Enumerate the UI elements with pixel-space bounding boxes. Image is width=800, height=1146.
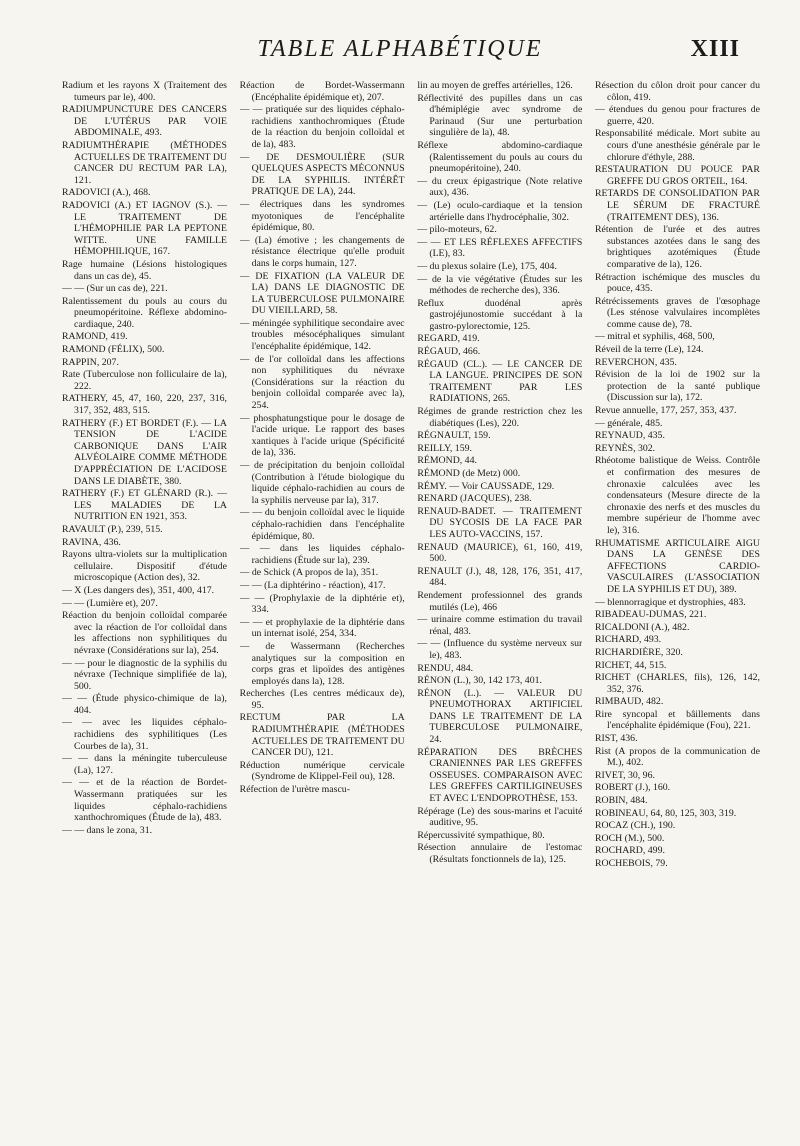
index-entry: RHUMATISME ARTICULAIRE AIGU DANS LA GENÈSE DES AFFECTIONS CARDIO-VASCULAIRES (L'ASSOCIATION DE LA SYPHILIS ET DU), 389.: [594, 537, 760, 595]
index-entry: — X (Les dangers des), 351, 400, 417.: [62, 584, 215, 596]
index-entry: RAVAULT (P.), 239, 515.: [62, 523, 163, 535]
index-entry: RICHARD, 493.: [594, 634, 662, 646]
index-entry: — de Wassermann (Recherches analytiques sur la composition en corps gras et lipoïdes des antigènes employés dans la), 128.: [239, 640, 405, 687]
index-entry: RICHET, 44, 515.: [594, 659, 667, 671]
index-entry: RETARDS DE CONSOLIDATION PAR LE SÉRUM DE FRACTURÉ (TRAITEMENT DES), 136.: [594, 188, 760, 223]
index-entry: RICHARDIÈRE, 320.: [594, 646, 683, 658]
index-entry: RENAUD (MAURICE), 61, 160, 419, 500.: [417, 541, 583, 565]
index-entry: RÉGAUD (CL.). — LE CANCER DE LA LANGUE. PRINCIPES DE SON TRAITEMENT PAR LES RADIATIONS, 265.: [417, 358, 583, 405]
index-entry: RIST, 436.: [594, 733, 638, 745]
index-entry: REVERCHON, 435.: [594, 356, 677, 368]
index-entry: — — (Influence du système nerveux sur le), 483.: [417, 638, 583, 661]
index-entry: REILLY, 159.: [417, 442, 472, 454]
page-header: [60, 32, 740, 72]
index-entry: RIVET, 30, 96.: [594, 769, 655, 781]
index-entry: RENARD (JACQUES), 238.: [417, 493, 532, 505]
index-entry: RATHERY (F.) ET BORDET (F.). — LA TENSION DE L'ACIDE CARBONIQUE DANS L'AIR ALVÉOLAIRE COMME MÉTHODE D'APPRÉCIATION DE L'ACIDOSE DANS LE DIABÈTE, 380.: [62, 417, 227, 487]
page-number: XIII: [690, 36, 740, 62]
index-entry: ROCHEBOIS, 79.: [594, 858, 668, 869]
index-entry: ROBIN, 484.: [594, 795, 648, 807]
index-entry: Rist (A propos de la communication de M.), 402.: [594, 745, 760, 769]
index-entry: RIMBAUD, 482.: [594, 696, 664, 708]
index-column-2: [240, 80, 405, 1126]
index-column-1: [62, 80, 227, 1126]
index-entry: Rayons ultra-violets sur la multiplication cellulaire. Dispositif d'étude microscopique (Action des), 32.: [62, 549, 227, 584]
index-entry: — — avec les liquides céphalo-rachidiens des syphilitiques (Les Courbes de la), 31.: [62, 717, 227, 752]
index-entry: — du plexus solaire (Le), 175, 404.: [417, 260, 557, 272]
index-entry: RÉNON (L.). — VALEUR DU PNEUMOTHORAX ARTIFICIEL DANS LE TRAITEMENT DE LA TUBERCULOSE PULMONAIRE, 24.: [417, 687, 583, 746]
index-entry: Réaction du benjoin colloïdal comparée avec la réaction de l'or colloïdal dans les affections non syphilitiques du névraxe (Considérations sur la), 254.: [62, 610, 227, 656]
index-entry: — étendues du genou pour fractures de guerre, 420.: [594, 104, 760, 127]
index-entry: Revue annuelle, 177, 257, 353, 437.: [594, 405, 737, 417]
index-entry: RENDU, 484.: [417, 662, 474, 674]
index-entry: RAPPIN, 207.: [62, 356, 119, 368]
index-entry: RÉGNAULT, 159.: [417, 430, 491, 442]
index-entry: — — (Prophylaxie de la diphtérie et), 334.: [239, 592, 405, 616]
index-entry: — de la vie végétative (Études sur les méthodes de recherche des), 336.: [417, 273, 583, 297]
index-entry: Résection annulaire de l'estomac (Résultats fonctionnels de la), 125.: [417, 842, 583, 865]
index-entry: RAVINA, 436.: [62, 536, 121, 548]
index-entry: Réflexe abdomino-cardiaque (Ralentissement du pouls au cours du pneumopéritoine), 240.: [417, 139, 583, 175]
index-entry: — — et prophylaxie de la diphtérie dans un internat isolé, 254, 334.: [239, 616, 405, 640]
index-entry: Rate (Tuberculose non folliculaire de la), 222.: [62, 369, 227, 392]
index-entry: — générale, 485.: [594, 417, 663, 429]
index-entry: RENAULT (J.), 48, 128, 176, 351, 417, 484.: [417, 565, 583, 589]
index-entry: — méningée syphilitique secondaire avec troubles mésocéphaliques simulant l'encéphalite épidémique, 142.: [239, 317, 405, 353]
index-entry: — (La) émotive ; les changements de résistance électrique qu'elle produit dans le corps humain, 127.: [239, 234, 405, 269]
index-entry: RATHERY, 45, 47, 160, 220, 237, 316, 317, 352, 483, 515.: [62, 393, 227, 417]
index-entry: — — pour le diagnostic de la syphilis du névraxe (Technique simplifiée de la), 500.: [62, 657, 227, 692]
index-entry: ROBERT (J.), 160.: [594, 782, 671, 794]
index-entry: RICALDONI (A.), 482.: [594, 621, 690, 633]
index-entry: Résection du côlon droit pour cancer du côlon, 419.: [594, 80, 760, 103]
index-entry: REYNÈS, 302.: [594, 442, 656, 454]
index-entry: Rétrécissements graves de l'œsophage (Les sténose valvulaires incomplètes comme cause de), 78.: [594, 295, 760, 330]
index-entry: RAMOND (FÉLIX), 500.: [62, 344, 165, 356]
index-entry: — — (Étude physico-chimique de la), 404.: [62, 693, 227, 716]
index-columns: [62, 80, 760, 1126]
index-entry: — DE FIXATION (LA VALEUR DE LA) DANS LE DIAGNOSTIC DE LA TUBERCULOSE PULMONAIRE DU VIEILLARD, 58.: [239, 270, 405, 317]
index-entry: Radium et les rayons X (Traitement des tumeurs par le), 400.: [62, 80, 227, 103]
index-column-3: [417, 80, 582, 1126]
index-entry: lin au moyen de greffes artérielles, 126.: [417, 80, 573, 91]
index-entry: RÉMY. — Voir CAUSSADE, 129.: [417, 480, 555, 492]
index-entry: RENAUD-BADET. — TRAITEMENT DU SYCOSIS DE LA FACE PAR LES AUTO-VACCINS, 157.: [417, 505, 583, 540]
index-entry: Rire syncopal et bâillements dans l'encéphalite épidémique (Fou), 221.: [594, 708, 760, 732]
index-entry: — — dans la méningite tuberculeuse (La), 127.: [62, 753, 227, 776]
index-entry: ROBINEAU, 64, 80, 125, 303, 319.: [594, 807, 737, 819]
index-entry: REYNAUD, 435.: [594, 430, 665, 442]
index-column-4: [595, 80, 760, 1126]
index-entry: — — pratiquée sur des liquides céphalo-rachidiens xanthochromiques (Étude de la réaction du benjoin colloïdal et de la), 483.: [239, 104, 405, 150]
index-entry: Révision de la loi de 1902 sur la protection de la santé publique (Discussion sur la), 172.: [594, 369, 760, 404]
index-entry: Rage humaine (Lésions histologiques dans un cas de), 45.: [62, 258, 227, 282]
index-entry: RÉNON (L.), 30, 142 173, 401.: [417, 675, 542, 687]
index-entry: RESTAURATION DU POUCE PAR GREFFE DU GROS ORTEIL, 164.: [594, 164, 760, 187]
index-entry: — de Schick (A propos de la), 351.: [239, 567, 379, 579]
index-entry: Rhéotome balistique de Weiss. Contrôle et confirmation des mesures de chronaxie calculées avec les condensateurs (Mesure directe de la chronaxie des nerfs et des muscles du membre supérieur de l'homme avec le), 316.: [594, 455, 760, 536]
index-entry: — de l'or colloïdal dans les affections non syphilitiques du névraxe (Considérations sur la réaction du benjoin colloïdal comparée avec la), 254.: [239, 353, 405, 412]
index-entry: RÉPARATION DES BRÈCHES CRANIENNES PAR LES GREFFES OSSEUSES. COMPARAISON AVEC LES GREFFES CARTILIGINEUSES ET AVEC L'ENDOPROTHÈSE, 153.: [417, 746, 583, 805]
index-entry: Répercussivité sympathique, 80.: [417, 829, 545, 841]
index-entry: — — du benjoin colloïdal avec le liquide céphalo-rachidien dans l'encéphalite épidémique, 80.: [239, 507, 405, 542]
index-entry: Régimes de grande restriction chez les diabétiques (Les), 220.: [417, 406, 583, 429]
index-entry: — — dans le zona, 31.: [62, 824, 153, 836]
index-entry: RIBADEAU-DUMAS, 221.: [594, 609, 707, 621]
index-entry: RATHERY (F.) ET GLÉNARD (R.). — LES MALADIES DE LA NUTRITION EN 1921, 353.: [62, 488, 227, 523]
index-entry: — électriques dans les syndromes myotoniques de l'encéphalite épidémique, 80.: [239, 198, 405, 234]
index-entry: RADOVICI (A.) ET IAGNOV (S.). — LE TRAITEMENT DE L'HÉMOPHILIE PAR LA PEPTONE WITTE. UNE FAMILLE HÉMOPHILIQUE, 167.: [62, 199, 227, 258]
index-entry: — — dans les liquides céphalo-rachidiens (Étude sur la), 239.: [239, 543, 405, 566]
index-entry: Reflux duodénal après gastrojéjunostomie succédant à la gastro-pylorectomie, 125.: [417, 297, 583, 332]
index-entry: RECTUM PAR LA RADIUMTHÉRAPIE (MÉTHODES ACTUELLES DE TRAITEMENT DU CANCER DU), 121.: [239, 712, 405, 759]
index-entry: — — ET LES RÉFLEXES AFFECTIFS (LE), 83.: [417, 236, 583, 260]
index-entry: Réfection de l'urètre mascu-: [239, 784, 350, 796]
index-entry: ROCAZ (CH.), 190.: [594, 820, 676, 832]
index-entry: ROCHARD, 499.: [594, 845, 665, 857]
index-entry: — pilo-moteurs, 62.: [417, 224, 497, 236]
index-entry: Rétraction ischémique des muscles du pouce, 435.: [594, 271, 760, 295]
index-entry: Répérage (Le) des sous-marins et l'acuité auditive, 95.: [417, 805, 583, 829]
index-entry: RÉMOND (de Metz) 000.: [417, 468, 521, 479]
index-entry: — blennorragique et dystrophies, 483.: [594, 596, 746, 608]
index-entry: Recherches (Les centres médicaux de), 95.: [239, 688, 405, 711]
index-entry: — du creux épigastrique (Note relative aux), 436.: [417, 175, 583, 199]
page-title: TABLE ALPHABÉTIQUE: [257, 36, 543, 62]
index-entry: — urinaire comme estimation du travail rénal, 483.: [417, 614, 583, 637]
index-entry: Réduction numérique cervicale (Syndrome de Klippel-Feil ou), 128.: [239, 759, 405, 783]
index-entry: ROCH (M.), 500.: [594, 832, 665, 844]
index-entry: — (Le) oculo-cardiaque et la tension artérielle dans l'hydrocéphalie, 302.: [417, 199, 583, 223]
index-entry: RÉMOND, 44.: [417, 455, 477, 467]
index-entry: RÉGAUD, 466.: [417, 346, 481, 358]
index-entry: Réaction de Bordet-Wassermann (Encéphalite épidémique et), 207.: [239, 80, 405, 103]
index-entry: RADOVICI (A.), 468.: [62, 187, 151, 199]
index-entry: Réflectivité des pupilles dans un cas d'hémiplégie avec syndrome de Parinaud (Sur une perturbation singulière de la), 48.: [417, 92, 583, 139]
index-entry: — DE DESMOULIÈRE (SUR QUELQUES ASPECTS MÉCONNUS DE LA SYPHILIS. INTÉRÊT PRATIQUE DE LA), 244.: [239, 151, 405, 198]
index-entry: REGARD, 419.: [417, 333, 480, 345]
index-entry: RADIUMTHÉRAPIE (MÉTHODES ACTUELLES DE TRAITEMENT DU CANCER DU RECTUM PAR LA), 121.: [62, 139, 227, 186]
index-entry: Ralentissement du pouls au cours du pneumopéritoine. Réflexe abdomino-cardiaque, 240.: [62, 295, 227, 330]
index-entry: — — (Lumière et), 207.: [62, 597, 158, 609]
index-entry: — phosphatungstique pour le dosage de l'acide urique. Le rapport des bases xantiques à l'acide urique (Spécificité de la), 336.: [239, 412, 405, 459]
index-entry: RICHET (CHARLES, fils), 126, 142, 352, 376.: [594, 672, 760, 695]
index-entry: Réveil de la terre (Le), 124.: [594, 344, 704, 356]
index-entry: Responsabilité médicale. Mort subite au cours d'une anesthésie générale par le chlorure d'éthyle, 288.: [594, 128, 760, 163]
index-entry: — mitral et syphilis, 468, 500,: [594, 331, 715, 343]
index-entry: — — (Sur un cas de), 221.: [62, 283, 168, 295]
index-entry: — — et de la réaction de Bordet-Wassermann pratiquées sur les liquides céphalo-rachidiens xanthochromiques (Étude de la), 483.: [62, 777, 227, 824]
index-entry: — — (La diphtérino - réaction), 417.: [239, 579, 386, 591]
index-entry: Rétention de l'urée et des autres substances azotées dans le sang des brightiques azotémiques (Étude comparative de la), 126.: [594, 224, 760, 270]
index-entry: Rendement professionnel des grands mutilés (Le), 466: [417, 589, 583, 613]
index-entry: — de précipitation du benjoin colloïdal (Contribution à l'étude biologique du liquide céphalo-rachidien au cours de la syphilis nerveuse par la), 317.: [239, 460, 405, 506]
index-entry: RADIUMPUNCTURE DES CANCERS DE L'UTÉRUS PAR VOIE ABDOMINALE, 493.: [62, 104, 227, 139]
index-entry: RAMOND, 419.: [62, 331, 128, 343]
